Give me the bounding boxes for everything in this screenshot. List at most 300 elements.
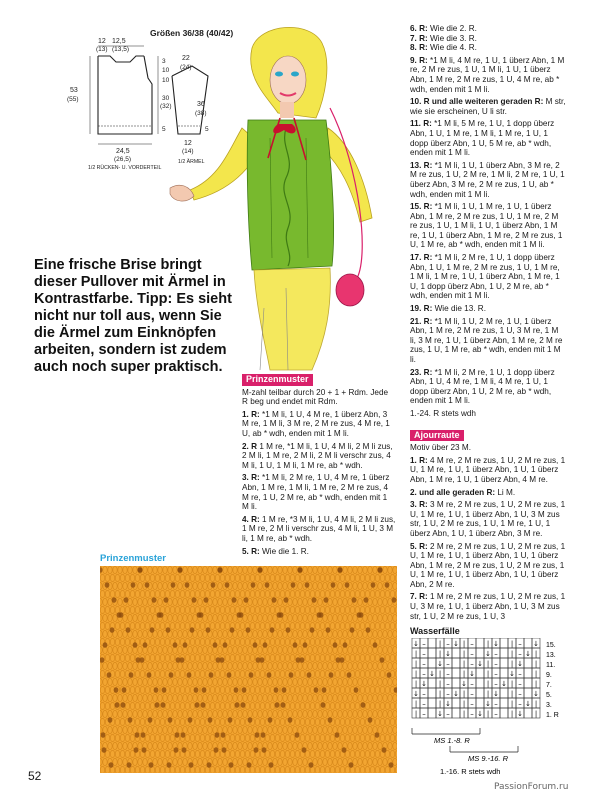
wf-symbol: | (534, 700, 538, 708)
lace-eyelet (154, 687, 159, 693)
wf-symbol: | (462, 700, 466, 708)
wf-cell (452, 708, 460, 718)
wf-symbol: – (422, 710, 426, 718)
lace-eyelet (275, 702, 280, 708)
wf-row-9: 9. (546, 672, 552, 679)
wf-symbol: | (486, 690, 490, 698)
prinzen-row: 5. R: Wie die 1. R. (242, 546, 309, 556)
lace-eyelet (145, 582, 150, 588)
lace-eyelet (128, 717, 133, 723)
ajour-row: 1. R: 4 M re, 2 M re zus, 1 U, 2 M re zus, 1 U, 1 M re, 1 U, 1 überz Abn, 1 U, 1 überz Abn, 1 M re, 1 U, 1 überz Abn, 4 M re. (410, 455, 566, 484)
sleeve-bottom-12: 12 (184, 140, 192, 147)
wf-symbol: ↓ (517, 710, 523, 718)
wf-symbol: ↓ (485, 650, 491, 658)
lace-eyelet (202, 687, 207, 693)
wf-cell (452, 668, 460, 678)
wf-symbol: – (494, 660, 498, 668)
lace-eyelet (305, 582, 310, 588)
lace-eyelet (149, 762, 154, 768)
lace-eyelet (228, 717, 233, 723)
wf-symbol: ↓ (429, 670, 435, 678)
lace-eyelet (207, 762, 212, 768)
lace-eyelet (380, 657, 385, 663)
wf-symbol: ↓ (469, 670, 475, 678)
wf-cell (500, 648, 508, 658)
lace-eyelet (215, 732, 220, 738)
lace-eyelet (208, 717, 213, 723)
wf-ms1: MS 1.-8. R (434, 736, 470, 745)
lace-eyelet (295, 732, 300, 738)
lace-eyelet (366, 627, 371, 633)
wf-symbol: | (414, 650, 418, 658)
wf-cell (524, 668, 532, 678)
sleeve-right-36: 36 (197, 101, 205, 108)
lace-eyelet (103, 642, 108, 648)
lace-eyelet (150, 627, 155, 633)
lace-eyelet (262, 747, 267, 753)
wf-cell (476, 638, 484, 648)
lace-eyelet (249, 672, 254, 678)
wf-symbol: | (510, 640, 514, 648)
sleeve-top-22: 22 (182, 55, 190, 62)
lace-eyelet (235, 702, 240, 708)
wf-symbol: ↓ (413, 640, 419, 648)
wf-symbol: | (462, 640, 466, 648)
lace-eyelet (263, 642, 268, 648)
lace-eyelet (209, 672, 214, 678)
wf-symbol: | (486, 680, 490, 688)
lace-eyelet (255, 732, 260, 738)
front-left-55: (55) (67, 96, 79, 103)
lace-eyelet (187, 672, 192, 678)
front-right-10b: 10 (162, 77, 170, 84)
lace-eyelet (109, 762, 114, 768)
lace-eyelet (204, 597, 209, 603)
lace-eyelet (110, 627, 115, 633)
wf-symbol: | (438, 680, 442, 688)
lace-eyelet (307, 672, 312, 678)
front-right-30: 30 (162, 95, 170, 102)
lace-eyelet (375, 732, 380, 738)
lace-eyelet (173, 642, 178, 648)
lace-eyelet (168, 717, 173, 723)
knit-swatch-photo (100, 566, 397, 773)
wf-cell (428, 638, 436, 648)
lace-eyelet (133, 642, 138, 648)
wf-cell (476, 678, 484, 688)
wf-symbol: – (422, 660, 426, 668)
lace-eyelet (229, 762, 234, 768)
lace-eyelet (176, 657, 181, 663)
ajour-row: 2. und alle geraden R: Li M. (410, 487, 516, 497)
row-6: 6. R: Wie die 2. R. (410, 24, 477, 33)
lace-eyelet (321, 702, 326, 708)
lace-eyelet (143, 642, 148, 648)
lace-eyelet (126, 627, 131, 633)
front-top-135: (13,5) (112, 46, 129, 53)
front-top-125: 12,5 (112, 38, 126, 45)
wf-symbol: ↓ (485, 700, 491, 708)
wf-cell (500, 688, 508, 698)
lace-eyelet (108, 717, 113, 723)
wf-footer: 1.-16. R stets wdh (440, 767, 501, 776)
lace-eyelet (284, 597, 289, 603)
lace-eyelet (347, 672, 352, 678)
wf-row-1: 1. R (546, 712, 559, 719)
lace-eyelet (237, 612, 242, 618)
repeat-note: 1.-24. R stets wdh (410, 408, 476, 418)
lace-eyelet (213, 642, 218, 648)
wf-symbol: ↓ (525, 650, 531, 658)
lace-eyelet (185, 582, 190, 588)
wf-symbol: | (438, 670, 442, 678)
wf-cell (476, 668, 484, 678)
lace-eyelet (148, 717, 153, 723)
wf-row-5: 5. (546, 692, 552, 699)
lace-eyelet (349, 762, 354, 768)
lace-eyelet (389, 762, 394, 768)
lace-eyelet (267, 672, 272, 678)
lace-eyelet (115, 702, 120, 708)
wf-symbol: ↓ (445, 700, 451, 708)
wf-symbol: ↓ (445, 650, 451, 658)
lace-eyelet (326, 627, 331, 633)
wf-symbol: – (494, 650, 498, 658)
lace-eyelet (227, 672, 232, 678)
wf-cell (476, 698, 484, 708)
lace-eyelet (174, 747, 179, 753)
wf-symbol: ↓ (477, 660, 483, 668)
wf-symbol: | (534, 660, 538, 668)
lace-eyelet (244, 597, 249, 603)
row-8: 8. R: Wie die 4. R. (410, 43, 477, 53)
wf-cell (428, 698, 436, 708)
lace-eyelet (274, 687, 279, 693)
lace-eyelet (345, 582, 350, 588)
wf-symbol: – (422, 700, 426, 708)
sizes-title: Größen 36/38 (40/42) (150, 28, 234, 38)
watermark: PassionForum.ru (494, 782, 569, 792)
wf-cell (500, 668, 508, 678)
front-top-12: 12 (98, 38, 106, 45)
lace-eyelet (192, 597, 197, 603)
wf-cell (500, 658, 508, 668)
lace-eyelet (270, 627, 275, 633)
front-right-32: (32) (160, 103, 172, 110)
lace-eyelet (221, 732, 226, 738)
lace-eyelet (342, 747, 347, 753)
row-15: 15. R: *1 M li, 1 U, 1 M re, 1 U, 1 überz Abn, 1 M re, 2 M re zus, 1 U, 1 M re, 2 M re zus, 1 U, 1 M li, 1 U, 1 überz Abn, 1 M re, 1 U, 1 überz Abn, 1 M re, 2 M re zus, 1 U, 1 M re, ab * wdh, enden mit 1 M li. (410, 202, 563, 250)
lace-eyelet (364, 597, 369, 603)
wf-symbol: ↓ (437, 710, 443, 718)
sleeve-right-38: (38) (195, 110, 207, 117)
wf-symbol: – (518, 690, 522, 698)
lace-eyelet (247, 762, 252, 768)
lace-eyelet (166, 627, 171, 633)
row-21: 21. R: *1 M li, 1 U, 2 M re, 1 U, 1 überz Abn, 1 M re, 2 M re zus, 1 U, 3 M re, 1 M li, 3 M re, 1 U, 1 überz Abn, 1 M re, 2 M re zus, 1 U, 1 M re, ab * wdh, enden mit 1 M li. (410, 316, 563, 364)
lace-eyelet (147, 672, 152, 678)
lace-eyelet (169, 672, 174, 678)
lace-eyelet (281, 702, 286, 708)
wf-symbol: – (422, 650, 426, 658)
wf-symbol: | (510, 680, 514, 688)
wf-symbol: | (510, 660, 514, 668)
wf-symbol: – (470, 660, 474, 668)
front-right-10a: 10 (162, 67, 170, 74)
wf-ms9: MS 9.-16. R (468, 754, 509, 763)
front-right-3: 3 (162, 58, 166, 65)
lace-eyelet (302, 747, 307, 753)
lace-eyelet (141, 732, 146, 738)
wf-cell (428, 688, 436, 698)
wf-row-11: 11. (546, 662, 556, 669)
wf-symbol: | (486, 640, 490, 648)
wf-symbol: – (518, 650, 522, 658)
wf-symbol: ↓ (533, 640, 539, 648)
lace-eyelet (303, 642, 308, 648)
wf-symbol: | (414, 670, 418, 678)
wf-cell (452, 678, 460, 688)
sleeve-bottom-14: (14) (182, 148, 194, 155)
lace-eyelet (138, 567, 143, 573)
lace-eyelet (296, 657, 301, 663)
wf-symbol: ↓ (493, 690, 499, 698)
lace-eyelet (105, 582, 110, 588)
lace-eyelet (131, 582, 136, 588)
wf-symbol: | (534, 680, 538, 688)
lace-eyelet (268, 717, 273, 723)
prinzen-row: 3. R: *1 M li, 2 M re, 1 U, 4 M re, 1 überz Abn, 1 M re, 1 M li, 1 M re, 2 M re zus, 4 M re, 1 U, 2 M re, ab * wdh, enden mit 1 M li. (242, 473, 390, 512)
wf-symbol: – (446, 690, 450, 698)
wf-cell (476, 648, 484, 658)
wf-symbol: ↓ (461, 680, 467, 688)
wf-symbol: | (414, 710, 418, 718)
ajour-row: 3. R: 3 M re, 2 M re zus, 1 U, 2 M re zus, 1 U, 1 M re, 1 U, 1 überz Abn, 1 U, 3 M zus str, 1 U, 2 M re zus, 1 U, 1 M re, 1 U, 1 überz Abn, 1 U, 1 überz Abn, 3 M re. (410, 500, 566, 538)
ajour-row: 7. R: 1 M re, 2 M re zus, 1 U, 2 M re zus, 1 U, 3 M re, 1 U, 1 überz Abn, 1 U, 3 M zus str, 1 U, 2 M re zus, 1 U, 3 (410, 592, 566, 621)
lace-eyelet (282, 687, 287, 693)
lace-eyelet (135, 732, 140, 738)
lace-eyelet (272, 597, 277, 603)
wf-row-3: 3. (546, 702, 552, 709)
wf-symbol: | (462, 670, 466, 678)
lace-eyelet (167, 762, 172, 768)
wf-symbol: | (510, 710, 514, 718)
sleeve-right-5: 5 (205, 126, 209, 133)
wf-symbol: – (470, 680, 474, 688)
row-9: 9. R: *1 M li, 4 M re, 1 U, 1 überz Abn, 1 M re, 2 M re zus, 1 U, 1 M li, 1 U, 1 überz Abn, 1 M re, 2 M re zus, 1 U, 4 M re, ab * wdh, enden mit 1 M li. (410, 55, 565, 94)
lace-eyelet (124, 597, 129, 603)
wf-cell (428, 648, 436, 658)
wf-symbol: | (486, 660, 490, 668)
wf-symbol: – (422, 690, 426, 698)
wf-symbol: – (446, 710, 450, 718)
lace-eyelet (171, 582, 176, 588)
lace-eyelet (298, 567, 303, 573)
lace-eyelet (127, 762, 132, 768)
row-7: 7. R: Wie die 3. R. (410, 33, 477, 43)
wf-symbol: – (470, 640, 474, 648)
wf-symbol: | (438, 650, 442, 658)
lace-eyelet (194, 687, 199, 693)
wf-symbol: | (462, 690, 466, 698)
wf-row-7: 7. (546, 682, 552, 689)
wf-symbol: – (446, 640, 450, 648)
row-23: 23. R: *1 M li, 2 M re, 1 U, 1 dopp überz Abn, 1 U, 4 M re, 1 M li, 4 M re, 1 U, 1 dopp überz Abn, 1 U, 2 M re, ab * wdh, enden mit 1 M li. (410, 367, 555, 406)
lace-eyelet (309, 762, 314, 768)
wf-symbol: | (510, 690, 514, 698)
wf-symbol: ↓ (509, 670, 515, 678)
row-19: 19. R: Wie die 13. R. (410, 304, 486, 314)
lace-eyelet (256, 657, 261, 663)
lace-eyelet (114, 687, 119, 693)
lace-eyelet (254, 747, 259, 753)
lace-eyelet (155, 702, 160, 708)
wf-symbol: | (534, 710, 538, 718)
lace-eyelet (324, 597, 329, 603)
lace-eyelet (222, 747, 227, 753)
lace-eyelet (112, 597, 117, 603)
lace-eyelet (201, 702, 206, 708)
wf-symbol: – (422, 640, 426, 648)
prinzen-section (242, 374, 396, 559)
lace-eyelet (189, 762, 194, 768)
wf-symbol: | (414, 660, 418, 668)
wf-symbol: – (446, 660, 450, 668)
wf-symbol: – (470, 690, 474, 698)
wf-cell (428, 678, 436, 688)
lace-eyelet (288, 717, 293, 723)
lace-eyelet (164, 597, 169, 603)
lace-eyelet (253, 642, 258, 648)
lace-eyelet (361, 702, 366, 708)
lace-eyelet (214, 747, 219, 753)
lace-eyelet (117, 612, 122, 618)
lace-eyelet (248, 717, 253, 723)
wf-symbol: ↓ (517, 660, 523, 668)
lace-eyelet (329, 672, 334, 678)
lace-eyelet (122, 687, 127, 693)
lace-eyelet (328, 717, 333, 723)
wf-symbol: ↓ (453, 690, 459, 698)
wf-cell (476, 688, 484, 698)
wf-cell (452, 648, 460, 658)
lace-eyelet (223, 642, 228, 648)
lace-eyelet (107, 672, 112, 678)
wf-symbol: ↓ (413, 690, 419, 698)
wf-symbol: ↓ (477, 710, 483, 718)
lace-eyelet (265, 582, 270, 588)
wf-cell (524, 638, 532, 648)
lace-eyelet (175, 732, 180, 738)
wf-symbol: | (510, 700, 514, 708)
lace-eyelet (354, 687, 359, 693)
lace-eyelet (291, 582, 296, 588)
lace-eyelet (134, 747, 139, 753)
lace-eyelet (310, 627, 315, 633)
lace-eyelet (234, 687, 239, 693)
lace-eyelet (350, 627, 355, 633)
lace-eyelet (183, 642, 188, 648)
lace-eyelet (162, 687, 167, 693)
front-caption: 1/2 RÜCKEN- U. VORDERTEIL (88, 165, 162, 171)
lace-eyelet (331, 582, 336, 588)
front-top-13: (13) (96, 46, 108, 53)
lace-eyelet (182, 747, 187, 753)
lace-eyelet (333, 642, 338, 648)
lace-eyelet (129, 672, 134, 678)
front-bottom-265: (26,5) (114, 156, 131, 163)
wf-row-13: 13. (546, 652, 556, 659)
wf-cell (500, 638, 508, 648)
lace-eyelet (373, 642, 378, 648)
lace-eyelet (246, 627, 251, 633)
wf-cell (524, 708, 532, 718)
front-bottom-245: 24,5 (116, 148, 130, 155)
lace-eyelet (216, 657, 221, 663)
ajour-intro: Motiv über 23 M. (410, 443, 471, 453)
wf-symbol: – (518, 640, 522, 648)
prinzen-row: 4. R: 1 M re, *3 M li, 1 U, 4 M li, 2 M li zus, 1 M re, 2 M li verschr zus, 4 M li, 1 U, 3 M li, 1 M re, ab * wdh. (242, 514, 396, 543)
wasserfaelle-heading: Wasserfälle (410, 626, 460, 636)
wf-symbol: | (414, 700, 418, 708)
lace-eyelet (232, 597, 237, 603)
wf-symbol: | (462, 710, 466, 718)
lace-eyelet (352, 597, 357, 603)
lace-eyelet (101, 732, 106, 738)
wf-symbol: | (510, 650, 514, 658)
front-right-5: 5 (162, 126, 166, 133)
wf-symbol: | (486, 710, 490, 718)
row-17: 17. R: *1 M li, 2 M re, 1 U, 1 dopp überz Abn, 1 U, 1 M re, 2 M re zus, 1 U, 1 M re, 1 M li, 1 M re, 1 U, 1 überz Abn, 1 M re, 1 U, 1 dopp überz Abn, 1 U, 2 M re, ab * wdh, enden mit 1 M li. (410, 253, 560, 301)
lace-eyelet (289, 672, 294, 678)
wf-symbol: | (534, 650, 538, 658)
lace-eyelet (343, 642, 348, 648)
wf-symbol: | (438, 640, 442, 648)
wf-symbol: | (534, 670, 538, 678)
lace-eyelet (314, 687, 319, 693)
lace-eyelet (157, 612, 162, 618)
wf-symbol: – (518, 700, 522, 708)
wf-symbol: – (470, 650, 474, 658)
wf-symbol: – (518, 670, 522, 678)
wf-cell (524, 658, 532, 668)
wf-cell (500, 708, 508, 718)
page-number: 52 (28, 769, 42, 783)
right-column (410, 24, 566, 624)
wf-symbol: – (470, 700, 474, 708)
front-left-53: 53 (70, 87, 78, 94)
lace-eyelet (102, 747, 107, 753)
lace-eyelet (218, 567, 223, 573)
ajour-row: 5. R: 2 M re, 2 M re zus, 1 U, 2 M re zus, 1 U, 1 M re, 1 U, 1 überz Abn, 1 U, 1 überz Abn, 1 M re, 2 M re zus, 1 U, 2 M re zus, 1 U, 1 M re, 1 U, 1 überz Abn, 1 U, 1 überz Abn, 2 M re. (410, 541, 566, 589)
lace-eyelet (206, 627, 211, 633)
lace-eyelet (161, 702, 166, 708)
wf-row-15: 15. (546, 642, 556, 649)
lace-eyelet (335, 732, 340, 738)
lace-eyelet (392, 597, 397, 603)
lace-eyelet (293, 642, 298, 648)
wasserfaelle-chart (410, 638, 578, 778)
wf-symbol: ↓ (533, 690, 539, 698)
lace-eyelet (261, 732, 266, 738)
lace-eyelet (241, 702, 246, 708)
lace-eyelet (178, 567, 183, 573)
wf-symbol: – (446, 670, 450, 678)
wf-symbol: – (494, 680, 498, 688)
lace-eyelet (269, 762, 274, 768)
lace-eyelet (378, 567, 383, 573)
prinzen-intro: M-zahl teilbar durch 20 + 1 + Rdm. Jede R beg und endet mit Rdm. (242, 387, 389, 407)
